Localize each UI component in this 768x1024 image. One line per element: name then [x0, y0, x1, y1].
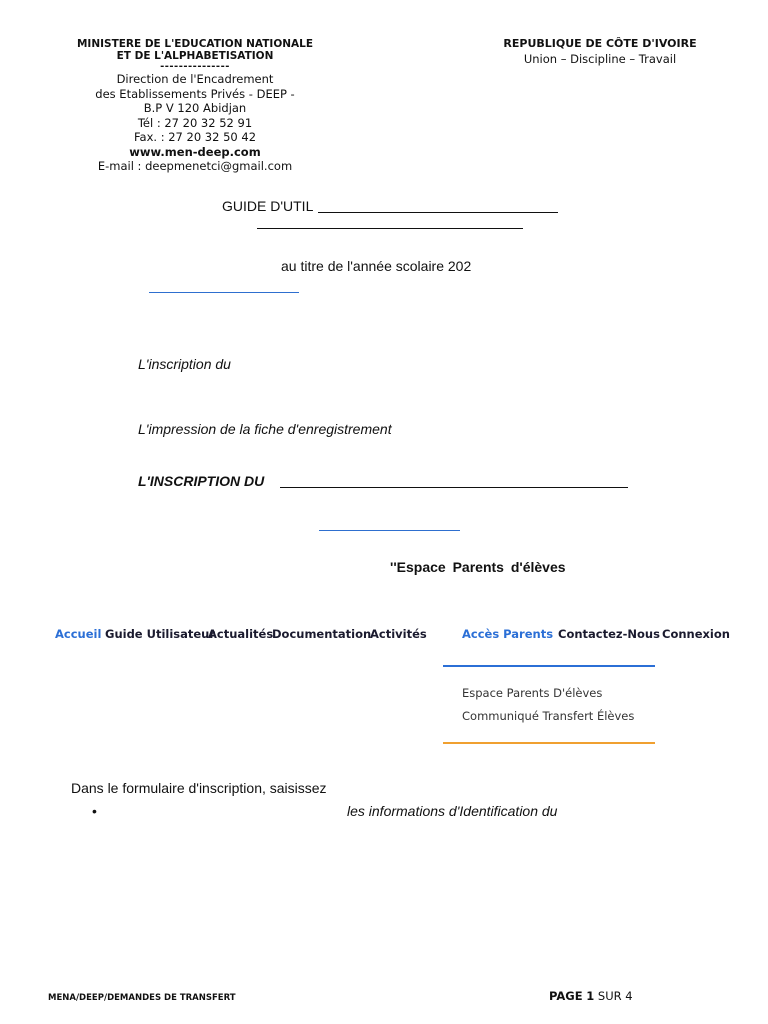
dropdown-top-border — [443, 665, 655, 667]
ministry-line2: ET DE L'ALPHABETISATION — [116, 50, 274, 62]
nav-documentation[interactable]: Documentation — [272, 627, 372, 641]
item-inscription: L'inscription du — [138, 356, 231, 372]
item-impression: L'impression de la fiche d'enregistrement — [138, 421, 392, 437]
guide-title: GUIDE D'UTIL — [222, 198, 314, 214]
nav-guide-utilisateur[interactable]: Guide Utilisateur — [105, 627, 216, 641]
nav-activites[interactable]: Activités — [370, 627, 427, 641]
page-label: PAGE — [549, 989, 583, 1003]
email: E-mail : deepmenetci@gmail.com — [97, 159, 293, 173]
website: www.men-deep.com — [129, 144, 261, 159]
school-year: au titre de l'année scolaire 202 — [281, 258, 472, 274]
nav-acces-parents[interactable]: Accès Parents — [462, 627, 554, 641]
page-current: 1 — [586, 989, 595, 1003]
country-name: REPUBLIQUE DE CÔTE D'IVOIRE — [503, 37, 697, 50]
dropdown-bottom-border — [443, 742, 655, 744]
bullet-text: les informations d'Identification du — [347, 803, 558, 819]
postal-box: B.P V 120 Abidjan — [143, 101, 247, 115]
blue-underline-2 — [319, 530, 460, 531]
national-motto: Union – Discipline – Travail — [523, 52, 677, 66]
nav-contactez-nous[interactable]: Contactez-Nous — [558, 627, 660, 641]
espace-parents-label: ''Espace Parents d'élèves — [390, 559, 566, 575]
ministry-line1: MINISTERE DE L'EDUCATION NATIONALE — [76, 38, 314, 50]
bullet-marker: • — [92, 803, 97, 819]
telephone: Tél : 27 20 32 52 91 — [137, 115, 253, 130]
direction-line1: Direction de l'Encadrement — [116, 72, 274, 86]
direction-line2: des Etablissements Privés - DEEP - — [95, 86, 295, 101]
site-navigation — [0, 627, 768, 647]
blue-underline-1 — [149, 292, 299, 293]
title-rule-2 — [257, 228, 523, 229]
nav-actualites[interactable]: Actualités — [208, 627, 274, 641]
page-total: SUR 4 — [597, 989, 633, 1003]
title-underline — [318, 212, 558, 213]
republic-header — [500, 37, 700, 67]
page-number — [549, 989, 633, 1003]
nav-connexion[interactable]: Connexion — [662, 627, 730, 641]
section-underline — [280, 487, 628, 488]
fax: Fax. : 27 20 32 50 42 — [133, 130, 257, 144]
dropdown-communique-transfert[interactable]: Communiqué Transfert Élèves — [462, 709, 635, 723]
section-heading: L'INSCRIPTION DU — [138, 473, 265, 489]
dropdown-espace-parents[interactable]: Espace Parents D'élèves — [462, 686, 603, 700]
instruction-text: Dans le formulaire d'inscription, saisissez — [71, 780, 327, 796]
ministry-header — [70, 38, 320, 174]
separator: --------------- — [160, 61, 230, 72]
footer-reference: MENA/DEEP/DEMANDES DE TRANSFERT — [48, 993, 236, 1003]
nav-accueil[interactable]: Accueil — [55, 627, 102, 641]
